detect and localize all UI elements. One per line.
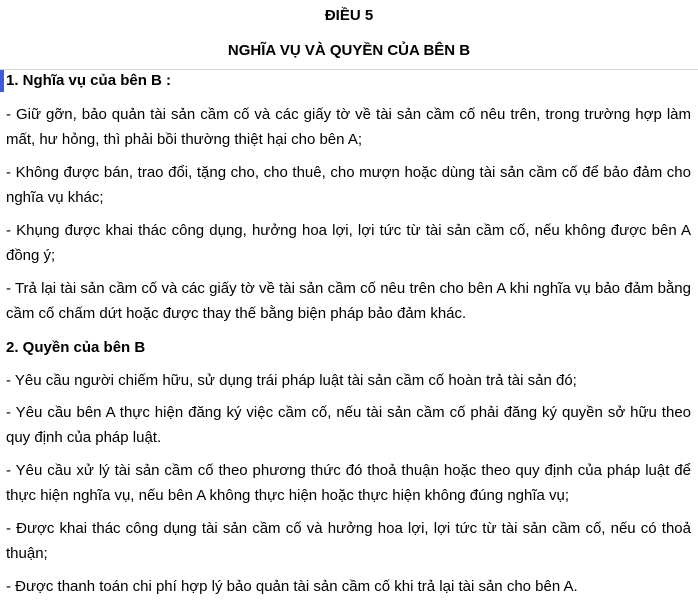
article-number: ĐIỀU 5 bbox=[324, 7, 374, 24]
list-item: - Được thanh toán chi phí hợp lý bảo quản tài sản cầm cố khi trả lại tài sản cho bên A. bbox=[6, 578, 578, 595]
section-heading-rights: 2. Quyền của bên B bbox=[6, 339, 146, 356]
list-item: - Yêu cầu xử lý tài sản cầm cố theo phương thức đó thoả thuận hoặc theo quy định của pháp luật để thực hiện nghĩa vụ, nếu bên A không thực hiện hoặc thực hiện không đúng nghĩa vụ; bbox=[6, 462, 691, 504]
list-item: - Giữ gỡn, bảo quản tài sản cầm cố và các giấy tờ về tài sản cầm cố nêu trên, trong trường hợp làm mất, hư hỏng, thì phải bồi thường thiệt hại cho bên A; bbox=[6, 106, 691, 148]
list-item: - Không được bán, trao đổi, tặng cho, cho thuê, cho mượn hoặc dùng tài sản cầm cố để bảo đảm cho nghĩa vụ khác; bbox=[6, 164, 691, 206]
list-item: - Trả lại tài sản cầm cố và các giấy tờ về tài sản cầm cố nêu trên cho bên A khi nghĩa vụ bảo đảm bằng cầm cố chấm dứt hoặc được thay thế bằng biện pháp bảo đảm khác. bbox=[6, 280, 691, 322]
section-heading-obligations: 1. Nghĩa vụ của bên B : bbox=[6, 72, 172, 89]
article-title: NGHĨA VỤ VÀ QUYỀN CỦA BÊN B bbox=[227, 42, 471, 59]
cursor-highlight-bar bbox=[0, 70, 4, 92]
list-item: - Yêu cầu bên A thực hiện đăng ký việc cầm cố, nếu tài sản cầm cố phải đăng ký quyền sở hữu theo quy định của pháp luật. bbox=[6, 404, 691, 446]
list-item: - Được khai thác công dụng tài sản cầm cố và hưởng hoa lợi, lợi tức từ tài sản cầm cố, nếu có thoả thuận; bbox=[6, 520, 691, 562]
list-item: - Yêu cầu người chiếm hữu, sử dụng trái pháp luật tài sản cầm cố hoàn trả tài sản đó; bbox=[6, 372, 577, 389]
list-item: - Khụng được khai thác công dụng, hưởng hoa lợi, lợi tức từ tài sản cầm cố, nếu không được bên A đồng ý; bbox=[6, 222, 691, 264]
